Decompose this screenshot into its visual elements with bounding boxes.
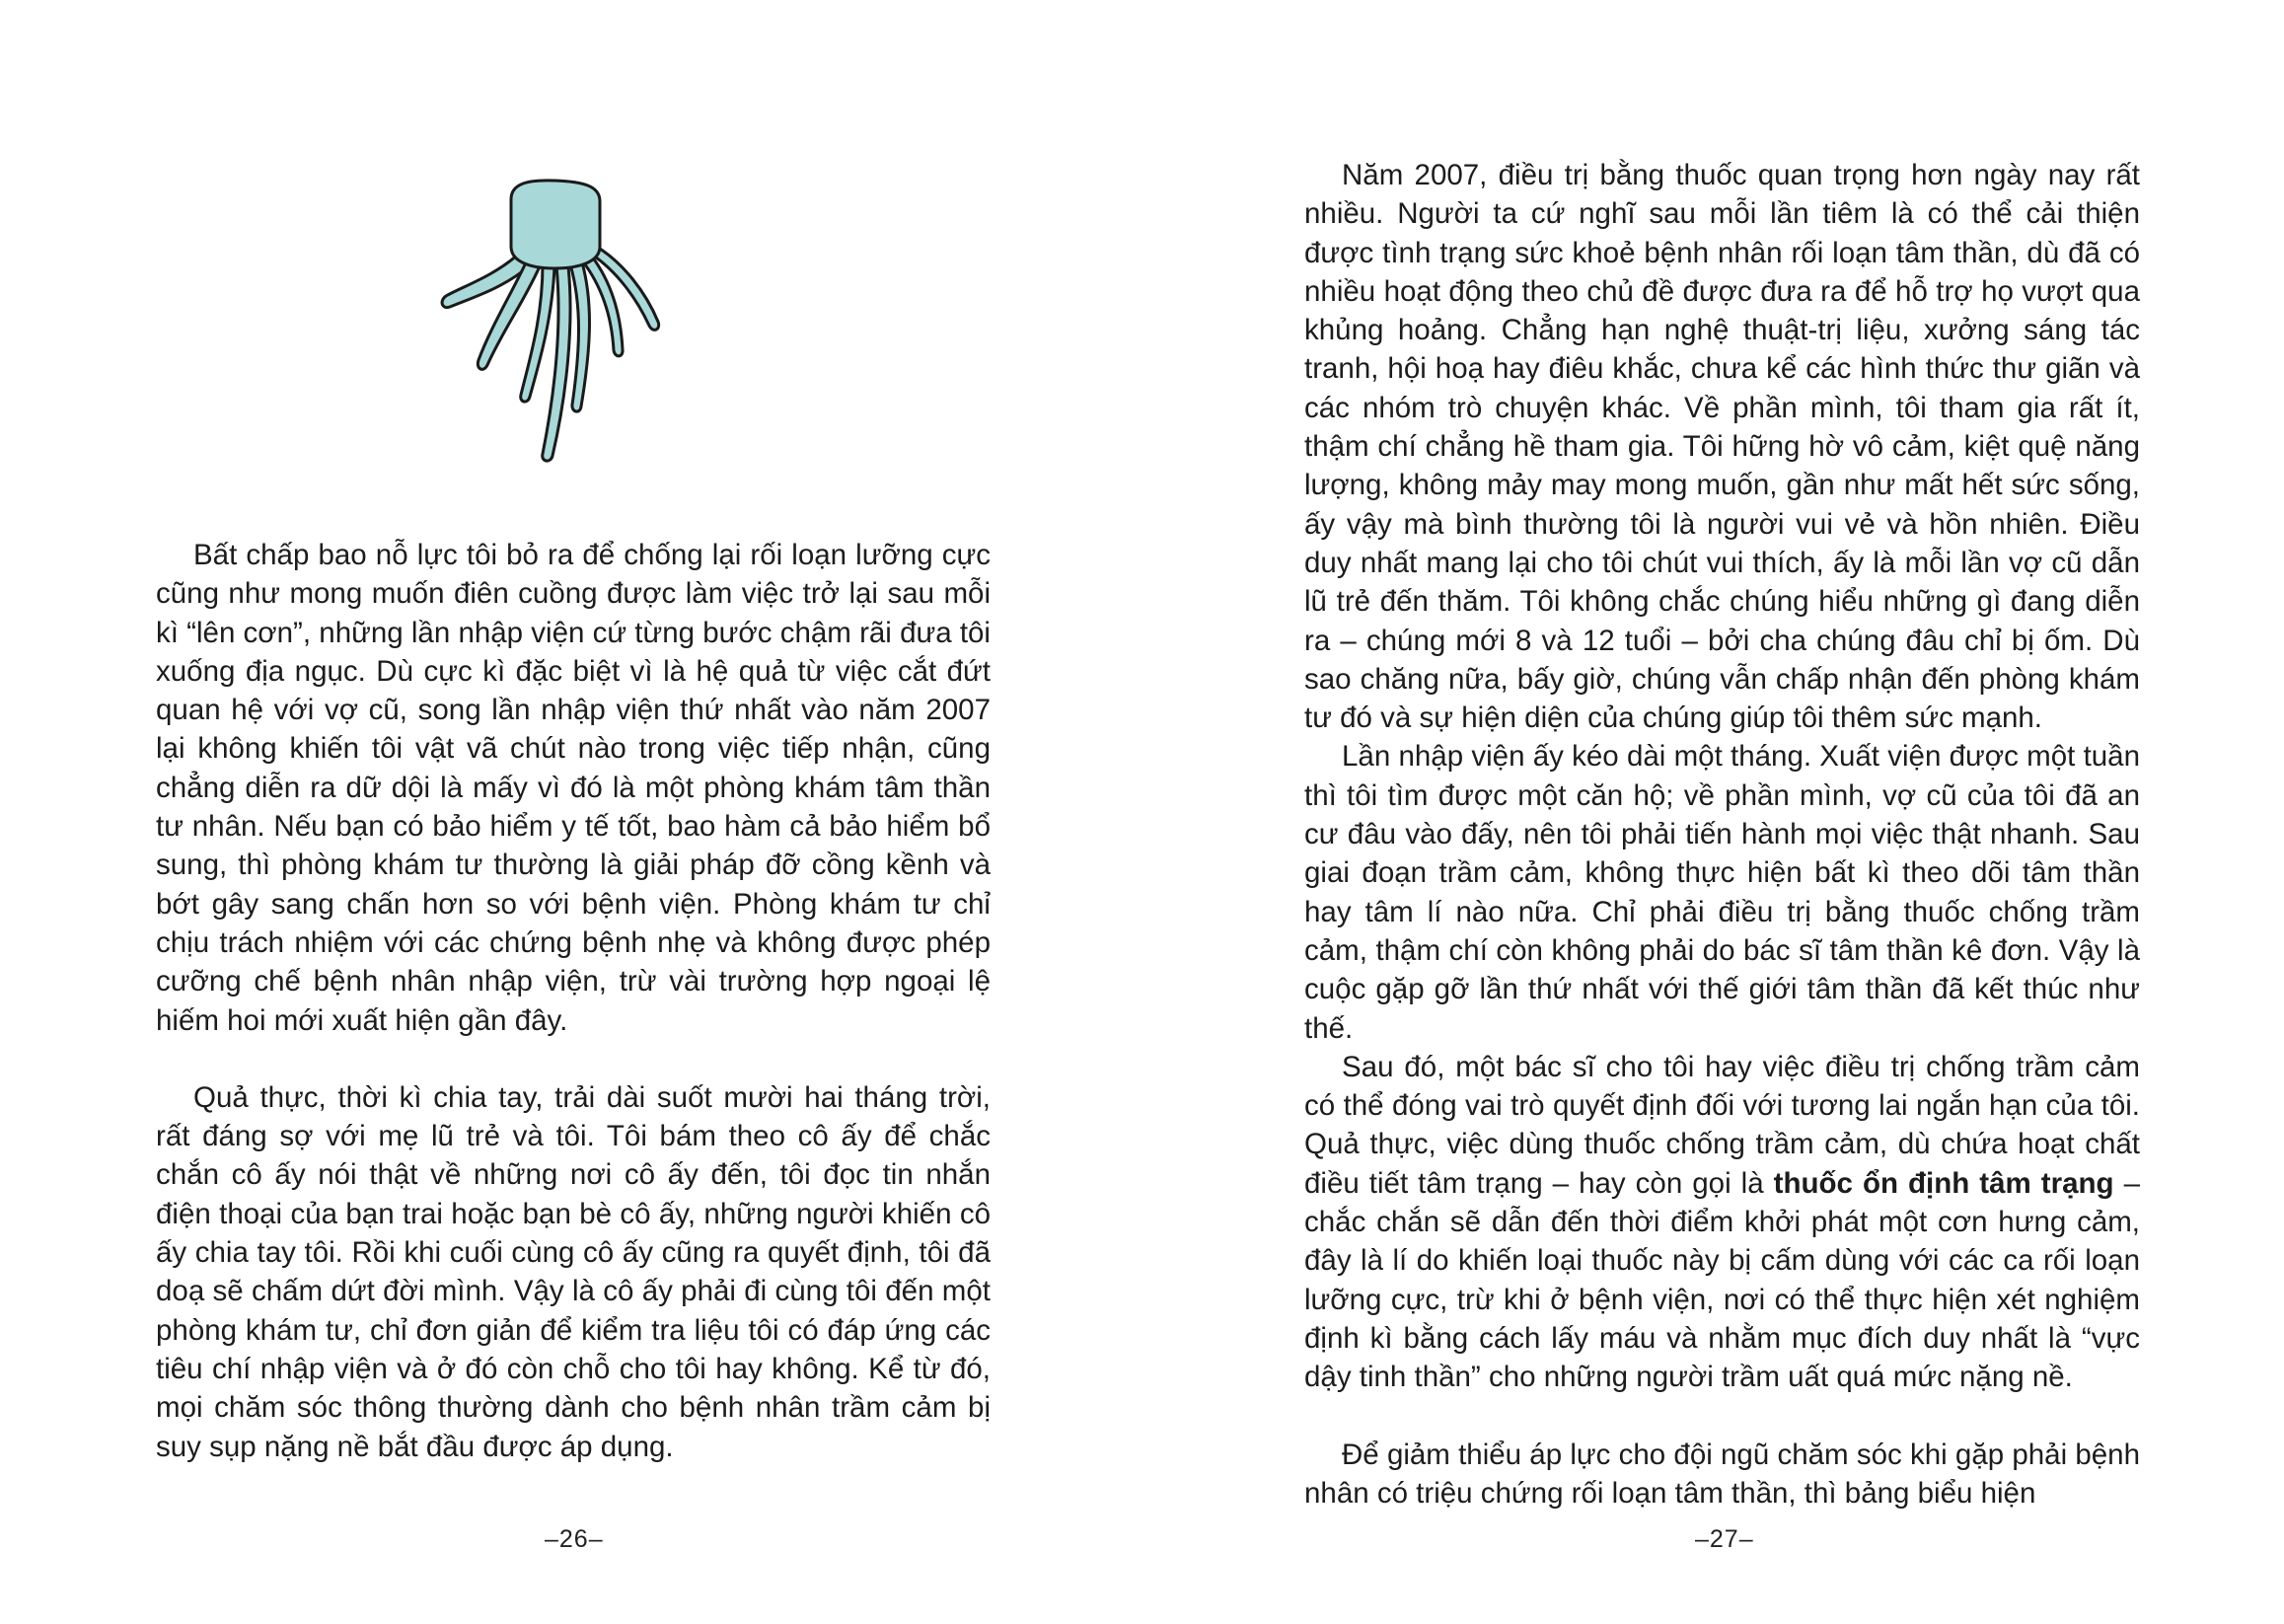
left-body-text [156,536,991,1466]
right-page [1142,0,2284,1624]
paragraph-text: – chắc chắn sẽ dẫn đến thời điểm khởi phát một cơn hưng cảm, đây là lí do khiến loại thuốc này bị cấm dùng với các ca rối loạn lưỡng cực, trừ khi ở bệnh viện, nơi có thể thực hiện xét nghiệm định kì bằng cách lấy máu và nhằm mục đích duy nhất là “vực dậy tinh thần” cho những người trầm uất quá mức nặng nề. [1304,1166,2140,1394]
paragraph: Năm 2007, điều trị bằng thuốc quan trọng hơn ngày nay rất nhiều. Người ta cứ nghĩ sau mỗi lần tiêm là có thể cải thiện được tình trạng sức khoẻ bệnh nhân rối loạn tâm thần, dù đã có nhiều hoạt động theo chủ đề được đưa ra để hỗ trợ họ vượt qua khủng hoảng. Chẳng hạn nghệ thuật-trị liệu, xưởng sáng tác tranh, hội hoạ hay điêu khắc, chưa kể các hình thức thư giãn và các nhóm trò chuyện khác. Về phần mình, tôi tham gia rất ít, thậm chí chẳng hề tham gia. Tôi hững hờ vô cảm, kiệt quệ năng lượng, không mảy may mong muốn, gần như mất hết sức sống, ấy vậy mà bình thường tôi là người vui vẻ và hồn nhiên. Điều duy nhất mang lại cho tôi chút vui thích, ấy là mỗi lần vợ cũ dẫn lũ trẻ đến thăm. Tôi không chắc chúng hiểu những gì đang diễn ra – chúng mới 8 và 12 tuổi – bởi cha chúng đâu chỉ bị ốm. Dù sao chăng nữa, bấy giờ, chúng vẫn chấp nhận đến phòng khám tư đó và sự hiện diện của chúng giúp tôi thêm sức mạnh. [1304,159,2140,735]
paragraph: Quả thực, thời kì chia tay, trải dài suốt mười hai tháng trời, rất đáng sợ với mẹ lũ trẻ và tôi. Tôi bám theo cô ấy để chắc chắn cô ấy nói thật về những nơi cô ấy đến, tôi đọc tin nhắn điện thoại của bạn trai hoặc bạn bè cô ấy, những người khiến cô ấy chia tay tôi. Rồi khi cuối cùng cô ấy cũng ra quyết định, tôi đã doạ sẽ chấm dứt đời mình. Vậy là cô ấy phải đi cùng tôi đến một phòng khám tư, chỉ đơn giản để kiểm tra liệu tôi có đáp ứng các tiêu chí nhập viện và ở đó còn chỗ cho tôi hay không. Kể từ đó, mọi chăm sóc thông thường dành cho bệnh nhân trầm cảm bị suy sụp nặng nề bắt đầu được áp dụng. [156,1080,991,1463]
page-number: –27– [1695,1525,1754,1553]
right-body-text [1304,156,2140,1513]
paragraph-text: Sau đó, một bác sĩ cho tôi hay việc điều trị chống trầm cảm có thể đóng vai trò quyết định đối với tương lai ngắn hạn của tôi. Quả thực, việc dùng thuốc chống trầm cảm, dù chứa hoạt chất điều tiết tâm trạng – hay còn gọi là [1304,1050,2140,1200]
paragraph: Để giảm thiểu áp lực cho đội ngũ chăm sóc khi gặp phải bệnh nhân có triệu chứng rối loạn tâm thần, thì bảng biểu hiện [1304,1438,2140,1510]
bold-term: thuốc ổn định tâm trạng [1773,1166,2114,1200]
paragraph: Lần nhập viện ấy kéo dài một tháng. Xuất viện được một tuần thì tôi tìm được một căn hộ; về phần mình, vợ cũ của tôi đã an cư đâu vào đấy, nên tôi phải tiến hành mọi việc thật nhanh. Sau giai đoạn trầm cảm, không thực hiện bất kì theo dõi tâm thần hay tâm lí nào nữa. Chỉ phải điều trị bằng thuốc chống trầm cảm, thậm chí còn không phải do bác sĩ tâm thần kê đơn. Vậy là cuộc gặp gỡ lần thứ nhất với thế giới tâm thần đã kết thúc như thế. [1304,740,2140,1045]
jellyfish-icon [434,178,691,464]
paragraph [1304,1048,2140,1397]
page-number: –26– [545,1525,604,1553]
paragraph: Bất chấp bao nỗ lực tôi bỏ ra để chống lại rối loạn lưỡng cực cũng như mong muốn điên cuồng được làm việc trở lại sau mỗi kì “lên cơn”, những lần nhập viện cứ từng bước chậm rãi đưa tôi xuống địa ngục. Dù cực kì đặc biệt vì là hệ quả từ việc cắt đứt quan hệ với vợ cũ, song lần nhập viện thứ nhất vào năm 2007 lại không khiến tôi vật vã chút nào trong việc tiếp nhận, cũng chẳng diễn ra dữ dội là mấy vì đó là một phòng khám tâm thần tư nhân. Nếu bạn có bảo hiểm y tế tốt, bao hàm cả bảo hiểm bổ sung, thì phòng khám tư thường là giải pháp đỡ cồng kềnh và bớt gây sang chấn hơn so với bệnh viện. Phòng khám tư chỉ chịu trách nhiệm với các chứng bệnh nhẹ và không được phép cưỡng chế bệnh nhân nhập viện, trừ vài trường hợp ngoại lệ hiếm hoi mới xuất hiện gần đây. [156,539,991,1037]
